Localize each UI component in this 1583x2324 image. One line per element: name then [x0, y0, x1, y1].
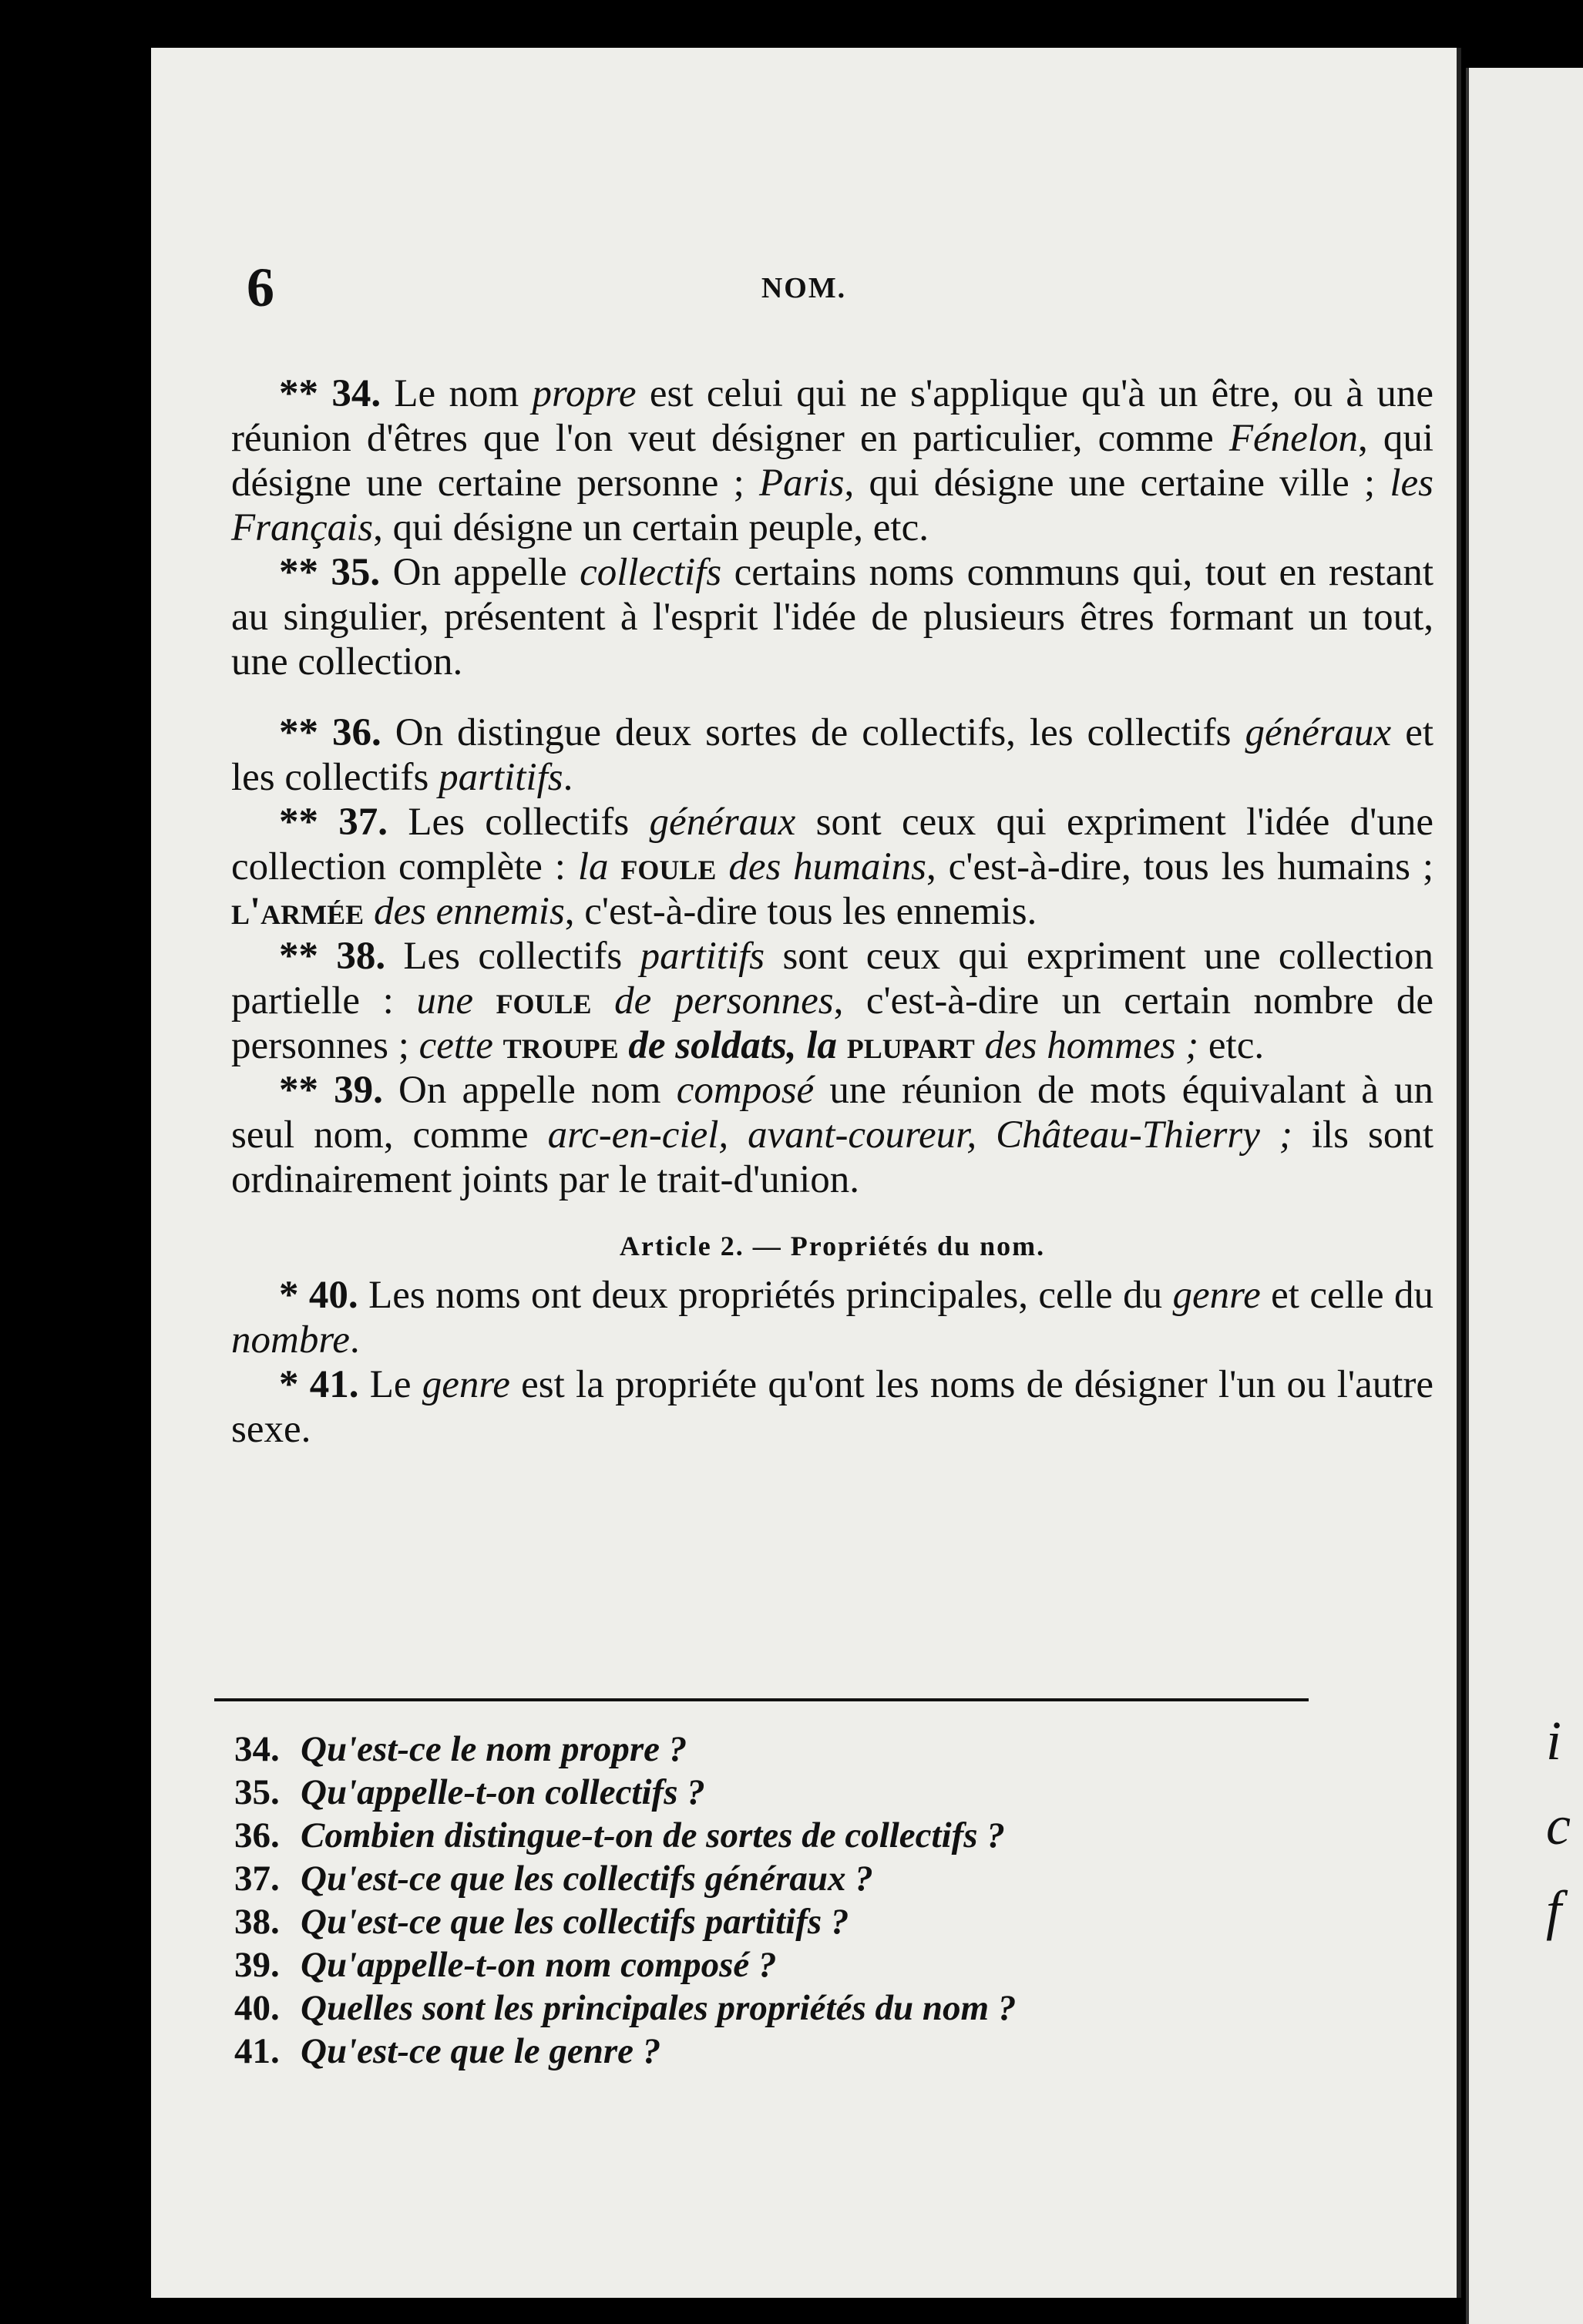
- article-heading: Article 2. — Propriétés du nom.: [619, 1231, 1046, 1261]
- question-item: 40. Quelles sont les principales propriétés du nom ?: [234, 1988, 1017, 2028]
- paragraph-41: * 41. Le genre est la propriéte qu'ont les noms de désigner l'un ou l'autre sexe.: [231, 1363, 1433, 1451]
- page-number: 6: [247, 257, 274, 318]
- question-item: 38. Qu'est-ce que les collectifs partitifs ?: [234, 1902, 849, 1942]
- adjacent-page-edge: [1466, 68, 1583, 2324]
- paragraph-36: ** 36. On distingue deux sortes de collectifs, les collectifs généraux et les collectifs partitifs.: [231, 711, 1433, 799]
- margin-fragment: f: [1546, 1879, 1562, 1941]
- question-item: 39. Qu'appelle-t-on nom composé ?: [234, 1945, 777, 1985]
- margin-fragment: c: [1546, 1795, 1571, 1856]
- question-item: 36. Combien distingue-t-on de sortes de collectifs ?: [234, 1815, 1005, 1856]
- margin-fragment: i: [1546, 1710, 1562, 1772]
- question-item: 35. Qu'appelle-t-on collectifs ?: [234, 1772, 705, 1812]
- book-page: [151, 48, 1461, 2298]
- question-item: 34. Qu'est-ce le nom propre ?: [234, 1729, 687, 1769]
- paragraph-40: * 40. Les noms ont deux propriétés principales, celle du genre et celle du nombre.: [231, 1274, 1433, 1362]
- running-head: NOM.: [761, 272, 847, 304]
- questions-list: [234, 1728, 1390, 2073]
- section-divider: [214, 1698, 1309, 1701]
- question-item: 37. Qu'est-ce que les collectifs généraux ?: [234, 1859, 873, 1899]
- body-text: [231, 371, 1433, 1452]
- paragraph-34: ** 34. Le nom propre est celui qui ne s'applique qu'à un être, ou à une réunion d'êtres que l'on veut désigner en particulier, comme Fénelon, qui désigne une certaine personne ; Paris, qui désigne une certaine ville ; les Français, qui désigne un certain peuple, etc.: [231, 372, 1434, 549]
- paragraph-35: ** 35. On appelle collectifs certains noms communs qui, tout en restant au singulier, présentent à l'esprit l'idée de plusieurs êtres formant un tout, une collection.: [231, 551, 1433, 683]
- paragraph-38: ** 38. Les collectifs partitifs sont ceux qui expriment une collection partielle : une foule de personnes, c'est-à-dire un certain nombre de personnes ; cette troupe de soldats, la plupart des hommes ; etc.: [231, 935, 1434, 1067]
- paragraph-37: ** 37. Les collectifs généraux sont ceux qui expriment l'idée d'une collection complète : la foule des humains, c'est-à-dire, tous les humains ; l'armée des ennemis, c'est-à-dire tous les ennemis.: [231, 801, 1433, 933]
- paragraph-39: ** 39. On appelle nom composé une réunion de mots équivalant à un seul nom, comme arc-en-ciel, avant-coureur, Château-Thierry ; ils sont ordinairement joints par le trait-d'union.: [231, 1069, 1433, 1201]
- question-item: 41. Qu'est-ce que le genre ?: [234, 2031, 661, 2071]
